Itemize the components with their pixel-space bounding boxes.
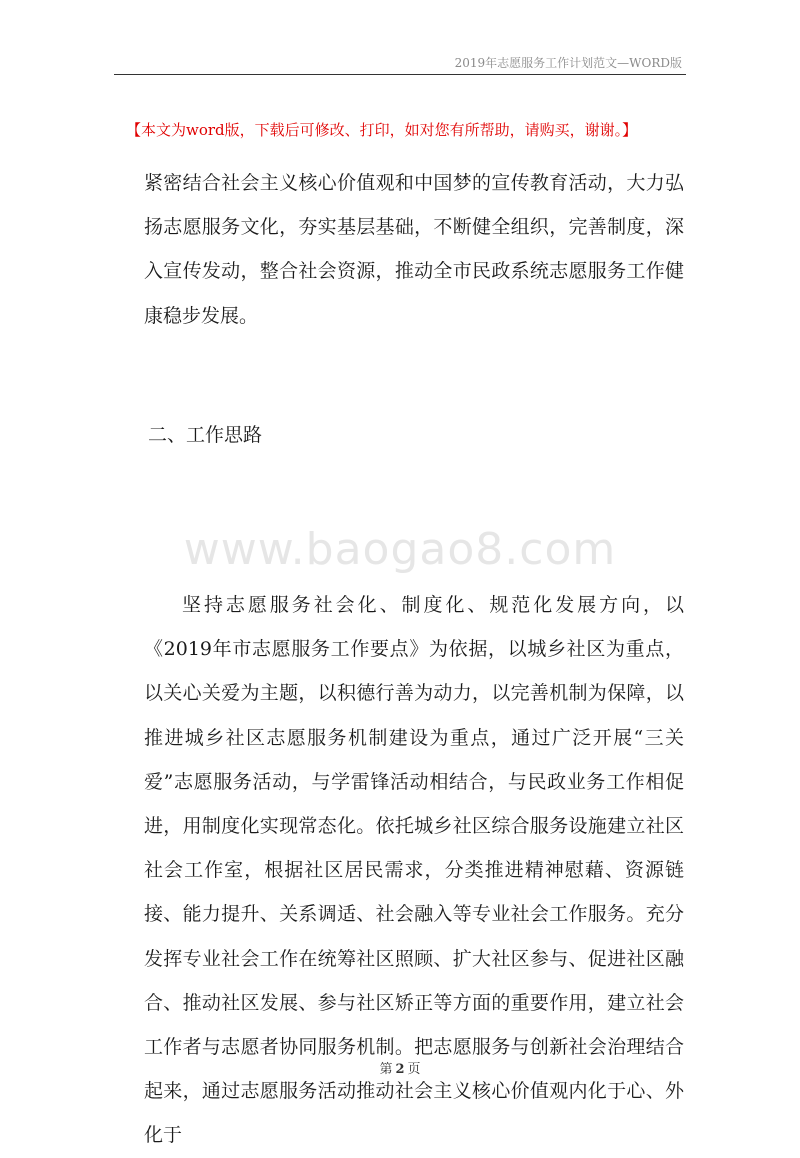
footer-prefix: 第	[379, 1062, 393, 1077]
paragraph-work-approach: 坚持志愿服务社会化、制度化、规范化发展方向，以《2019年市志愿服务工作要点》为依据，以城乡社区为重点，以关心关爱为主题，以积德行善为动力，以完善机制为保障，以推进城乡社区志愿服务机制建设为重点，通过广泛开展“三关爱”志愿服务活动，与学雷锋活动相结合，与民政业务工作相促进，用制度化实现常态化。依托城乡社区综合服务设施建立社区社会工作室，根据社区居民需求，分类推进精神慰藉、资源链接、能力提升、关系调适、社会融入等专业社会工作服务。充分发挥专业社会工作在统筹社区照顾、扩大社区参与、促进社区融合、推动社区发展、参与社区矫正等方面的重要作用，建立社会工作者与志愿者协同服务机制。把志愿服务与创新社会治理结合起来，通过志愿服务活动推动社会主义核心价值观内化于心、外化于	[144, 594, 684, 1147]
paragraph-intro-continuation: 紧密结合社会主义核心价值观和中国梦的宣传教育活动，大力弘扬志愿服务文化，夯实基层基础，不断健全组织，完善制度，深入宣传发动，整合社会资源，推动全市民政系统志愿服务工作健康稳步发展。	[144, 172, 684, 327]
download-notice: 【本文为word版，下载后可修改、打印，如对您有所帮助，请购买，谢谢。】	[126, 121, 638, 139]
document-header-title: 2019年志愿服务工作计划范文—WORD版	[454, 56, 682, 70]
watermark-text: www.baogao8.com	[183, 524, 617, 575]
page-footer	[0, 1058, 800, 1077]
footer-suffix: 页	[407, 1062, 421, 1077]
section-heading-work-approach: 二、工作思路	[148, 424, 263, 446]
header-divider	[114, 74, 686, 75]
page-number: 2	[395, 1062, 405, 1077]
